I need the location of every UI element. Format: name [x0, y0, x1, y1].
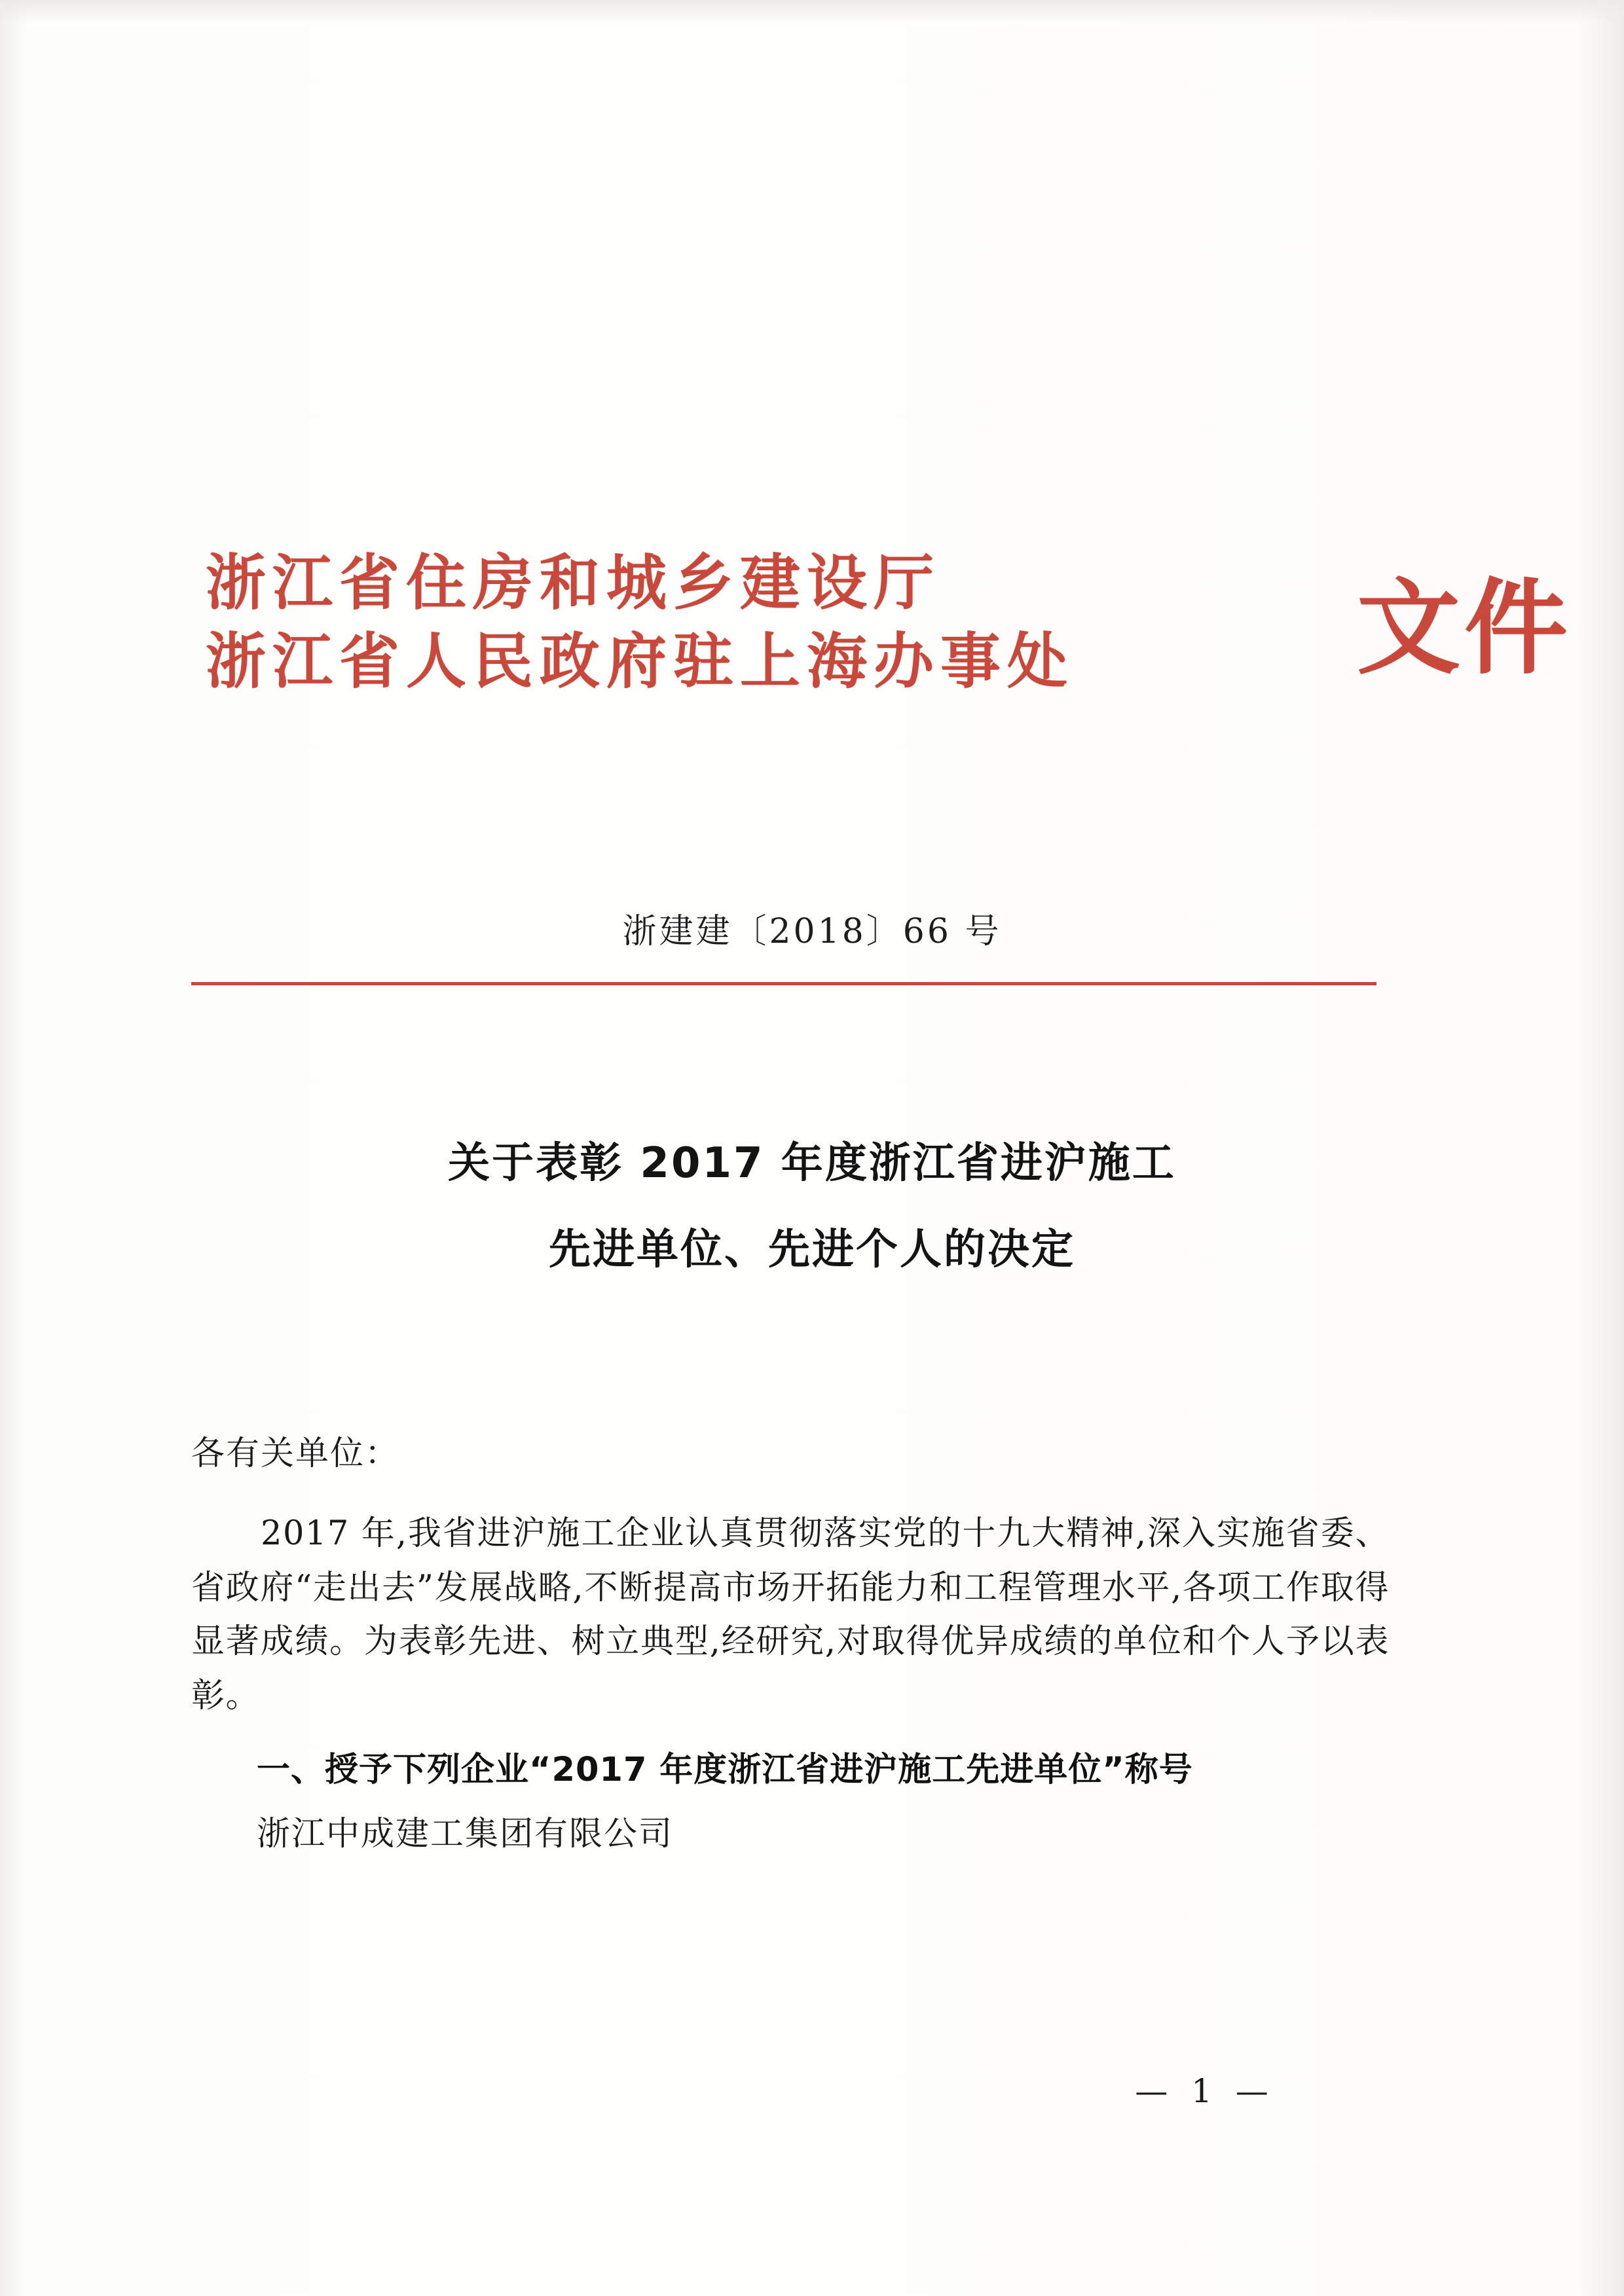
body-paragraph: 2017 年,我省进沪施工企业认真贯彻落实党的十九大精神,深入实施省委、省政府“走出去”发展战略,不断提高市场开拓能力和工程管理水平,各项工作取得显著成绩。为表彰先进、树立典型,经研究,对取得优异成绩的单位和个人予以表彰。: [191, 1514, 1390, 1715]
section-heading: 一、授予下列企业“2017 年度浙江省进沪施工先进单位”称号: [257, 1751, 1193, 1790]
page-number: — 1 —: [1135, 2072, 1275, 2110]
page-title-line-1: 关于表彰 2017 年度浙江省进沪施工: [448, 1139, 1176, 1188]
salutation: 各有关单位：: [191, 1434, 400, 1473]
page-title-line-2: 先进单位、先进个人的决定: [549, 1226, 1075, 1274]
masthead: [196, 548, 1572, 769]
document-body: [191, 1434, 1390, 1864]
page-title: [0, 1139, 1624, 1274]
red-divider-rule: [191, 982, 1376, 985]
masthead-agency-lines: [206, 548, 1135, 697]
masthead-line-1: 浙江省住房和城乡建设厅: [206, 548, 941, 618]
masthead-document-word: 文件: [1357, 568, 1572, 689]
list-item: 浙江中成建工集团有限公司: [257, 1814, 674, 1853]
masthead-line-2: 浙江省人民政府驻上海办事处: [206, 627, 1075, 697]
document-number: 浙建建〔2018〕66 号: [622, 912, 1002, 951]
